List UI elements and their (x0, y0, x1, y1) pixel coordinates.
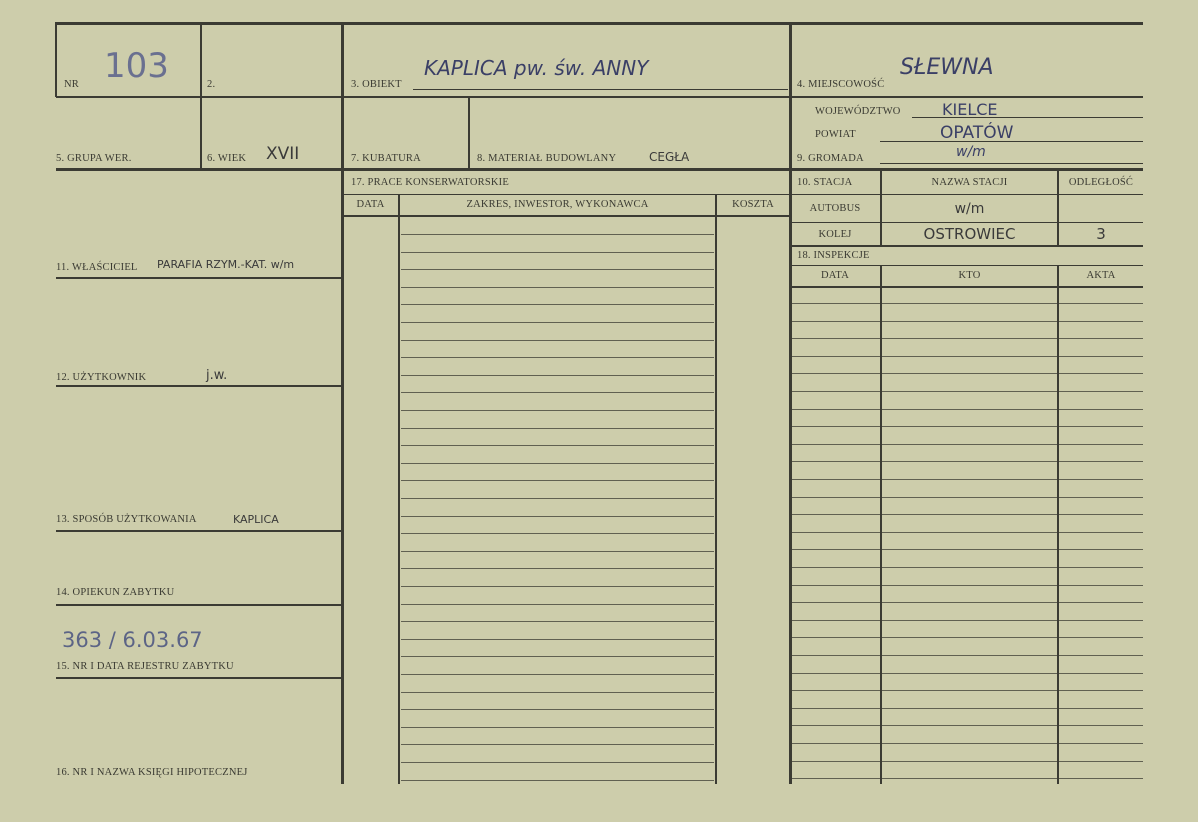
uzytkownik-value: j.w. (206, 368, 228, 383)
material-label: 8. MATERIAŁ BUDOWLANY (477, 153, 617, 164)
stacja-row-type: AUTOBUS (809, 203, 861, 214)
prace-entry-line (401, 287, 714, 288)
wlasciciel-value: PARAFIA RZYM.-KAT. w/m (157, 258, 295, 271)
divider (790, 286, 1143, 288)
divider (880, 265, 882, 784)
uzytkownik-label: 12. UŻYTKOWNIK (56, 372, 147, 383)
prace-entry-line (401, 639, 714, 640)
prace-entry-line (401, 428, 714, 429)
divider (398, 194, 400, 784)
opiekun-label: 14. OPIEKUN ZABYTKU (56, 587, 175, 598)
inspekcje-entry-line (792, 373, 1143, 374)
divider (468, 97, 470, 170)
inspekcje-entry-line (792, 479, 1143, 480)
inspekcje-entry-line (792, 778, 1143, 779)
divider (56, 168, 1143, 171)
divider (56, 604, 342, 606)
inspekcje-entry-line (792, 461, 1143, 462)
divider (341, 22, 344, 784)
prace-entry-line (401, 762, 714, 763)
divider (56, 96, 790, 98)
inspekcje-entry-line (792, 426, 1143, 427)
inspekcje-header-akta: AKTA (1086, 270, 1116, 281)
prace-entry-line (401, 533, 714, 534)
prace-header-koszta: KOSZTA (732, 199, 774, 210)
gromada-label: 9. GROMADA (797, 153, 864, 164)
prace-header-zakres: ZAKRES, INWESTOR, WYKONAWCA (466, 199, 649, 210)
field-2-label: 2. (207, 79, 216, 90)
inspekcje-entry-line (792, 549, 1143, 550)
divider (1057, 265, 1059, 784)
stacja-row-name: OSTROWIEC (923, 225, 1016, 243)
sposob-label: 13. SPOSÓB UŻYTKOWANIA (56, 514, 197, 525)
prace-entry-line (401, 463, 714, 464)
prace-entry-line (401, 656, 714, 657)
inspekcje-entry-line (792, 514, 1143, 515)
nr-value: 103 (104, 46, 169, 86)
prace-title: 17. PRACE KONSERWATORSKIE (351, 177, 509, 188)
divider (790, 194, 1143, 195)
prace-entry-line (401, 304, 714, 305)
stacja-row-name: w/m (954, 201, 985, 217)
gromada-rule (880, 163, 1143, 164)
prace-entry-line (401, 744, 714, 745)
sposob-value: KAPLICA (233, 513, 279, 526)
inspekcje-title: 18. INSPEKCJE (797, 250, 870, 261)
inspekcje-entry-line (792, 532, 1143, 533)
stacja-header-odleglosc: ODLEGŁOŚĆ (1068, 177, 1134, 188)
divider (790, 245, 1143, 247)
divider (790, 222, 1143, 223)
obiekt-value: KAPLICA pw. św. ANNY (424, 56, 649, 80)
prace-entry-line (401, 480, 714, 481)
inspekcje-entry-line (792, 743, 1143, 744)
prace-entry-line (401, 340, 714, 341)
wlasciciel-label: 11. WŁAŚCICIEL (56, 262, 138, 273)
stacja-header-nazwa: NAZWA STACJI (931, 177, 1008, 188)
prace-entry-line (401, 410, 714, 411)
prace-entry-line (401, 322, 714, 323)
prace-entry-line (401, 392, 714, 393)
divider (790, 96, 1143, 98)
prace-entry-line (401, 234, 714, 235)
prace-entry-line (401, 674, 714, 675)
inspekcje-entry-line (792, 497, 1143, 498)
miejscowosc-label: 4. MIEJSCOWOŚĆ (797, 79, 885, 90)
top-border (56, 22, 1143, 25)
divider (56, 677, 342, 679)
inspekcje-entry-line (792, 637, 1143, 638)
material-value: CEGŁA (649, 150, 690, 164)
wojewodztwo-label: WOJEWÓDZTWO (815, 106, 901, 117)
nr-label: NR (64, 79, 79, 90)
wiek-value: XVII (266, 144, 300, 164)
inspekcje-entry-line (792, 585, 1143, 586)
inspekcje-entry-line (792, 655, 1143, 656)
powiat-value: OPATÓW (940, 123, 1014, 143)
divider (789, 22, 792, 784)
rejestr-value: 363 / 6.03.67 (62, 628, 203, 652)
divider (715, 194, 717, 784)
inspekcje-header-kto: KTO (958, 270, 981, 281)
kubatura-label: 7. KUBATURA (351, 153, 421, 164)
inspekcje-entry-line (792, 321, 1143, 322)
inspekcje-entry-line (792, 690, 1143, 691)
ksiega-label: 16. NR I NAZWA KSIĘGI HIPOTECZNEJ (56, 767, 248, 778)
obiekt-label: 3. OBIEKT (351, 79, 402, 90)
obiekt-rule (413, 89, 788, 90)
gromada-value: w/m (956, 144, 986, 160)
prace-entry-line (401, 621, 714, 622)
stacja-row-type: KOLEJ (818, 229, 852, 240)
grupa-label: 5. GRUPA WER. (56, 153, 132, 164)
divider (343, 194, 790, 195)
prace-header-data: DATA (356, 199, 385, 210)
inspekcje-entry-line (792, 409, 1143, 410)
prace-entry-line (401, 269, 714, 270)
prace-entry-line (401, 445, 714, 446)
prace-entry-line (401, 709, 714, 710)
prace-entry-line (401, 516, 714, 517)
prace-entry-line (401, 727, 714, 728)
inspekcje-entry-line (792, 673, 1143, 674)
prace-entry-line (401, 586, 714, 587)
prace-entry-line (401, 780, 714, 781)
divider (56, 530, 342, 532)
inspekcje-entry-line (792, 567, 1143, 568)
inspekcje-entry-line (792, 708, 1143, 709)
inspekcje-entry-line (792, 602, 1143, 603)
prace-entry-line (401, 357, 714, 358)
inspekcje-entry-line (792, 620, 1143, 621)
inspekcje-entry-line (792, 725, 1143, 726)
prace-entry-line (401, 252, 714, 253)
left-border (55, 22, 57, 97)
prace-entry-line (401, 498, 714, 499)
miejscowosc-value: SŁEWNA (900, 55, 994, 80)
inspekcje-entry-line (792, 761, 1143, 762)
prace-entry-line (401, 604, 714, 605)
inspekcje-entry-line (792, 356, 1143, 357)
divider (56, 385, 342, 387)
wojewodztwo-value: KIELCE (942, 100, 998, 119)
stacja-row-distance: 3 (1096, 225, 1106, 243)
divider (790, 265, 1143, 266)
wiek-label: 6. WIEK (207, 153, 247, 164)
inspekcje-entry-line (792, 444, 1143, 445)
prace-entry-line (401, 692, 714, 693)
divider (343, 215, 790, 217)
inspekcje-entry-line (792, 338, 1143, 339)
powiat-label: POWIAT (815, 129, 856, 140)
inspekcje-entry-line (792, 303, 1143, 304)
rejestr-label: 15. NR I DATA REJESTRU ZABYTKU (56, 661, 234, 672)
stacja-header: 10. STACJA (797, 177, 853, 188)
inspekcje-header-data: DATA (821, 270, 849, 281)
divider (56, 277, 342, 279)
prace-entry-line (401, 375, 714, 376)
inspekcje-entry-line (792, 391, 1143, 392)
prace-entry-line (401, 568, 714, 569)
prace-entry-line (401, 551, 714, 552)
